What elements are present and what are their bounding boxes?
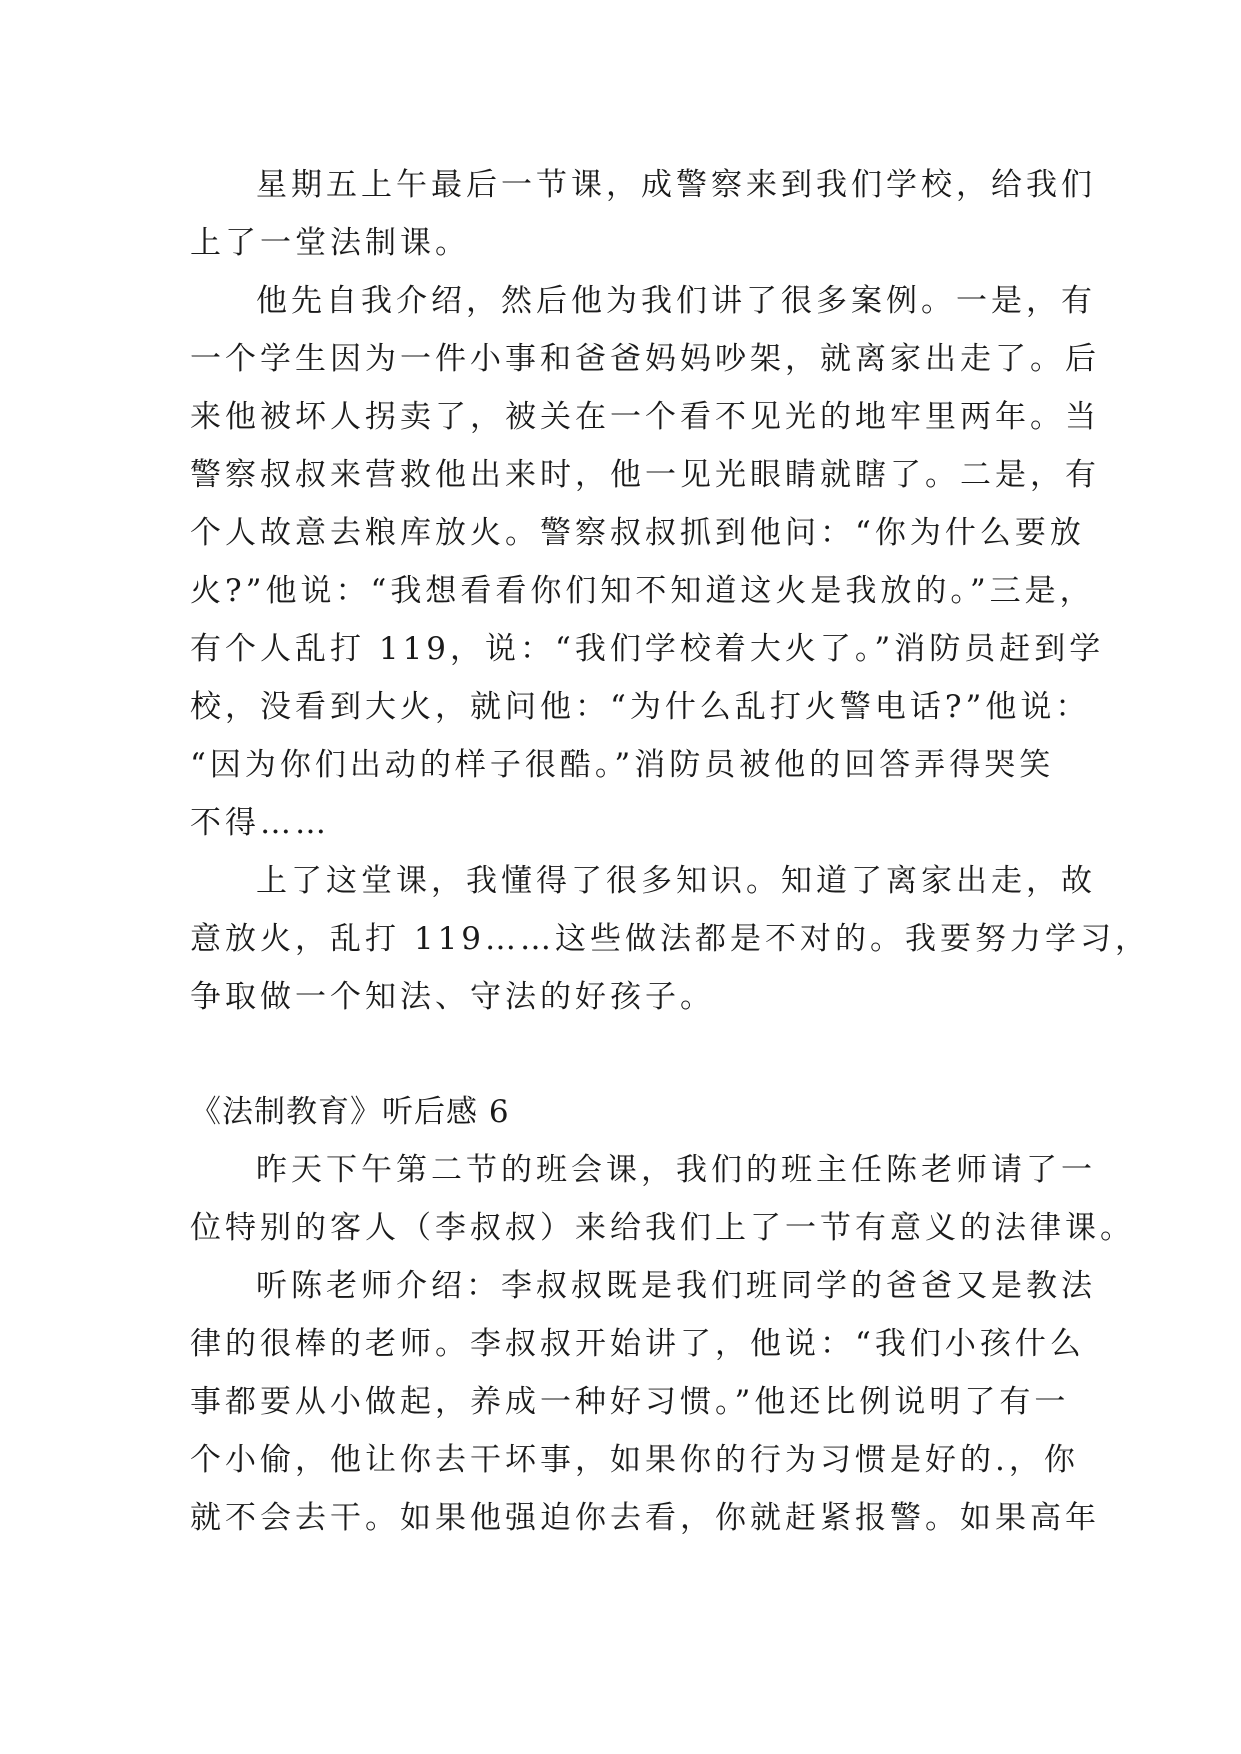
- paragraph-line: 昨天下午第二节的班会课，我们的班主任陈老师请了一: [256, 1152, 1096, 1188]
- paragraph-line: 个小偷，他让你去干坏事，如果你的行为习惯是好的.，你: [190, 1442, 1079, 1478]
- paragraph-line: 个人故意去粮库放火。警察叔叔抓到他问：“你为什么要放: [190, 515, 1085, 551]
- paragraph-line: 位特别的客人（李叔叔）来给我们上了一节有意义的法律课。: [190, 1210, 1135, 1246]
- paragraph-line: 意放火，乱打 119……这些做法都是不对的。我要努力学习，: [190, 921, 1151, 957]
- paragraph-line: 校，没看到大火，就问他：“为什么乱打火警电话?”他说：: [190, 689, 1091, 725]
- paragraph-line: “因为你们出动的样子很酷。”消防员被他的回答弄得哭笑: [190, 747, 1055, 783]
- paragraph-line: 不得……: [190, 805, 330, 841]
- paragraph-line: 争取做一个知法、守法的好孩子。: [190, 979, 715, 1015]
- section-title: 《法制教育》听后感 6: [190, 1094, 510, 1130]
- paragraph-line: 律的很棒的老师。李叔叔开始讲了，他说：“我们小孩什么: [190, 1326, 1085, 1362]
- paragraph-line: 有个人乱打 119，说：“我们学校着大火了。”消防员赶到学: [190, 631, 1105, 667]
- paragraph-line: 事都要从小做起，养成一种好习惯。”他还比例说明了有一: [190, 1384, 1070, 1420]
- paragraph-line: 警察叔叔来营救他出来时，他一见光眼睛就瞎了。二是，有: [190, 457, 1100, 493]
- paragraph-line: 一个学生因为一件小事和爸爸妈妈吵架，就离家出走了。后: [190, 341, 1100, 377]
- paragraph-line: 上了这堂课，我懂得了很多知识。知道了离家出走，故: [256, 863, 1096, 899]
- paragraph-line: 火?”他说：“我想看看你们知不知道这火是我放的。”三是，: [190, 573, 1095, 609]
- paragraph-line: 星期五上午最后一节课，成警察来到我们学校，给我们: [256, 167, 1096, 203]
- paragraph-line: 上了一堂法制课。: [190, 225, 470, 261]
- paragraph-line: 听陈老师介绍：李叔叔既是我们班同学的爸爸又是教法: [256, 1268, 1096, 1304]
- paragraph-line: 就不会去干。如果他强迫你去看，你就赶紧报警。如果高年: [190, 1500, 1100, 1536]
- paragraph-line: 来他被坏人拐卖了，被关在一个看不见光的地牢里两年。当: [190, 399, 1100, 435]
- paragraph-line: 他先自我介绍，然后他为我们讲了很多案例。一是，有: [256, 283, 1096, 319]
